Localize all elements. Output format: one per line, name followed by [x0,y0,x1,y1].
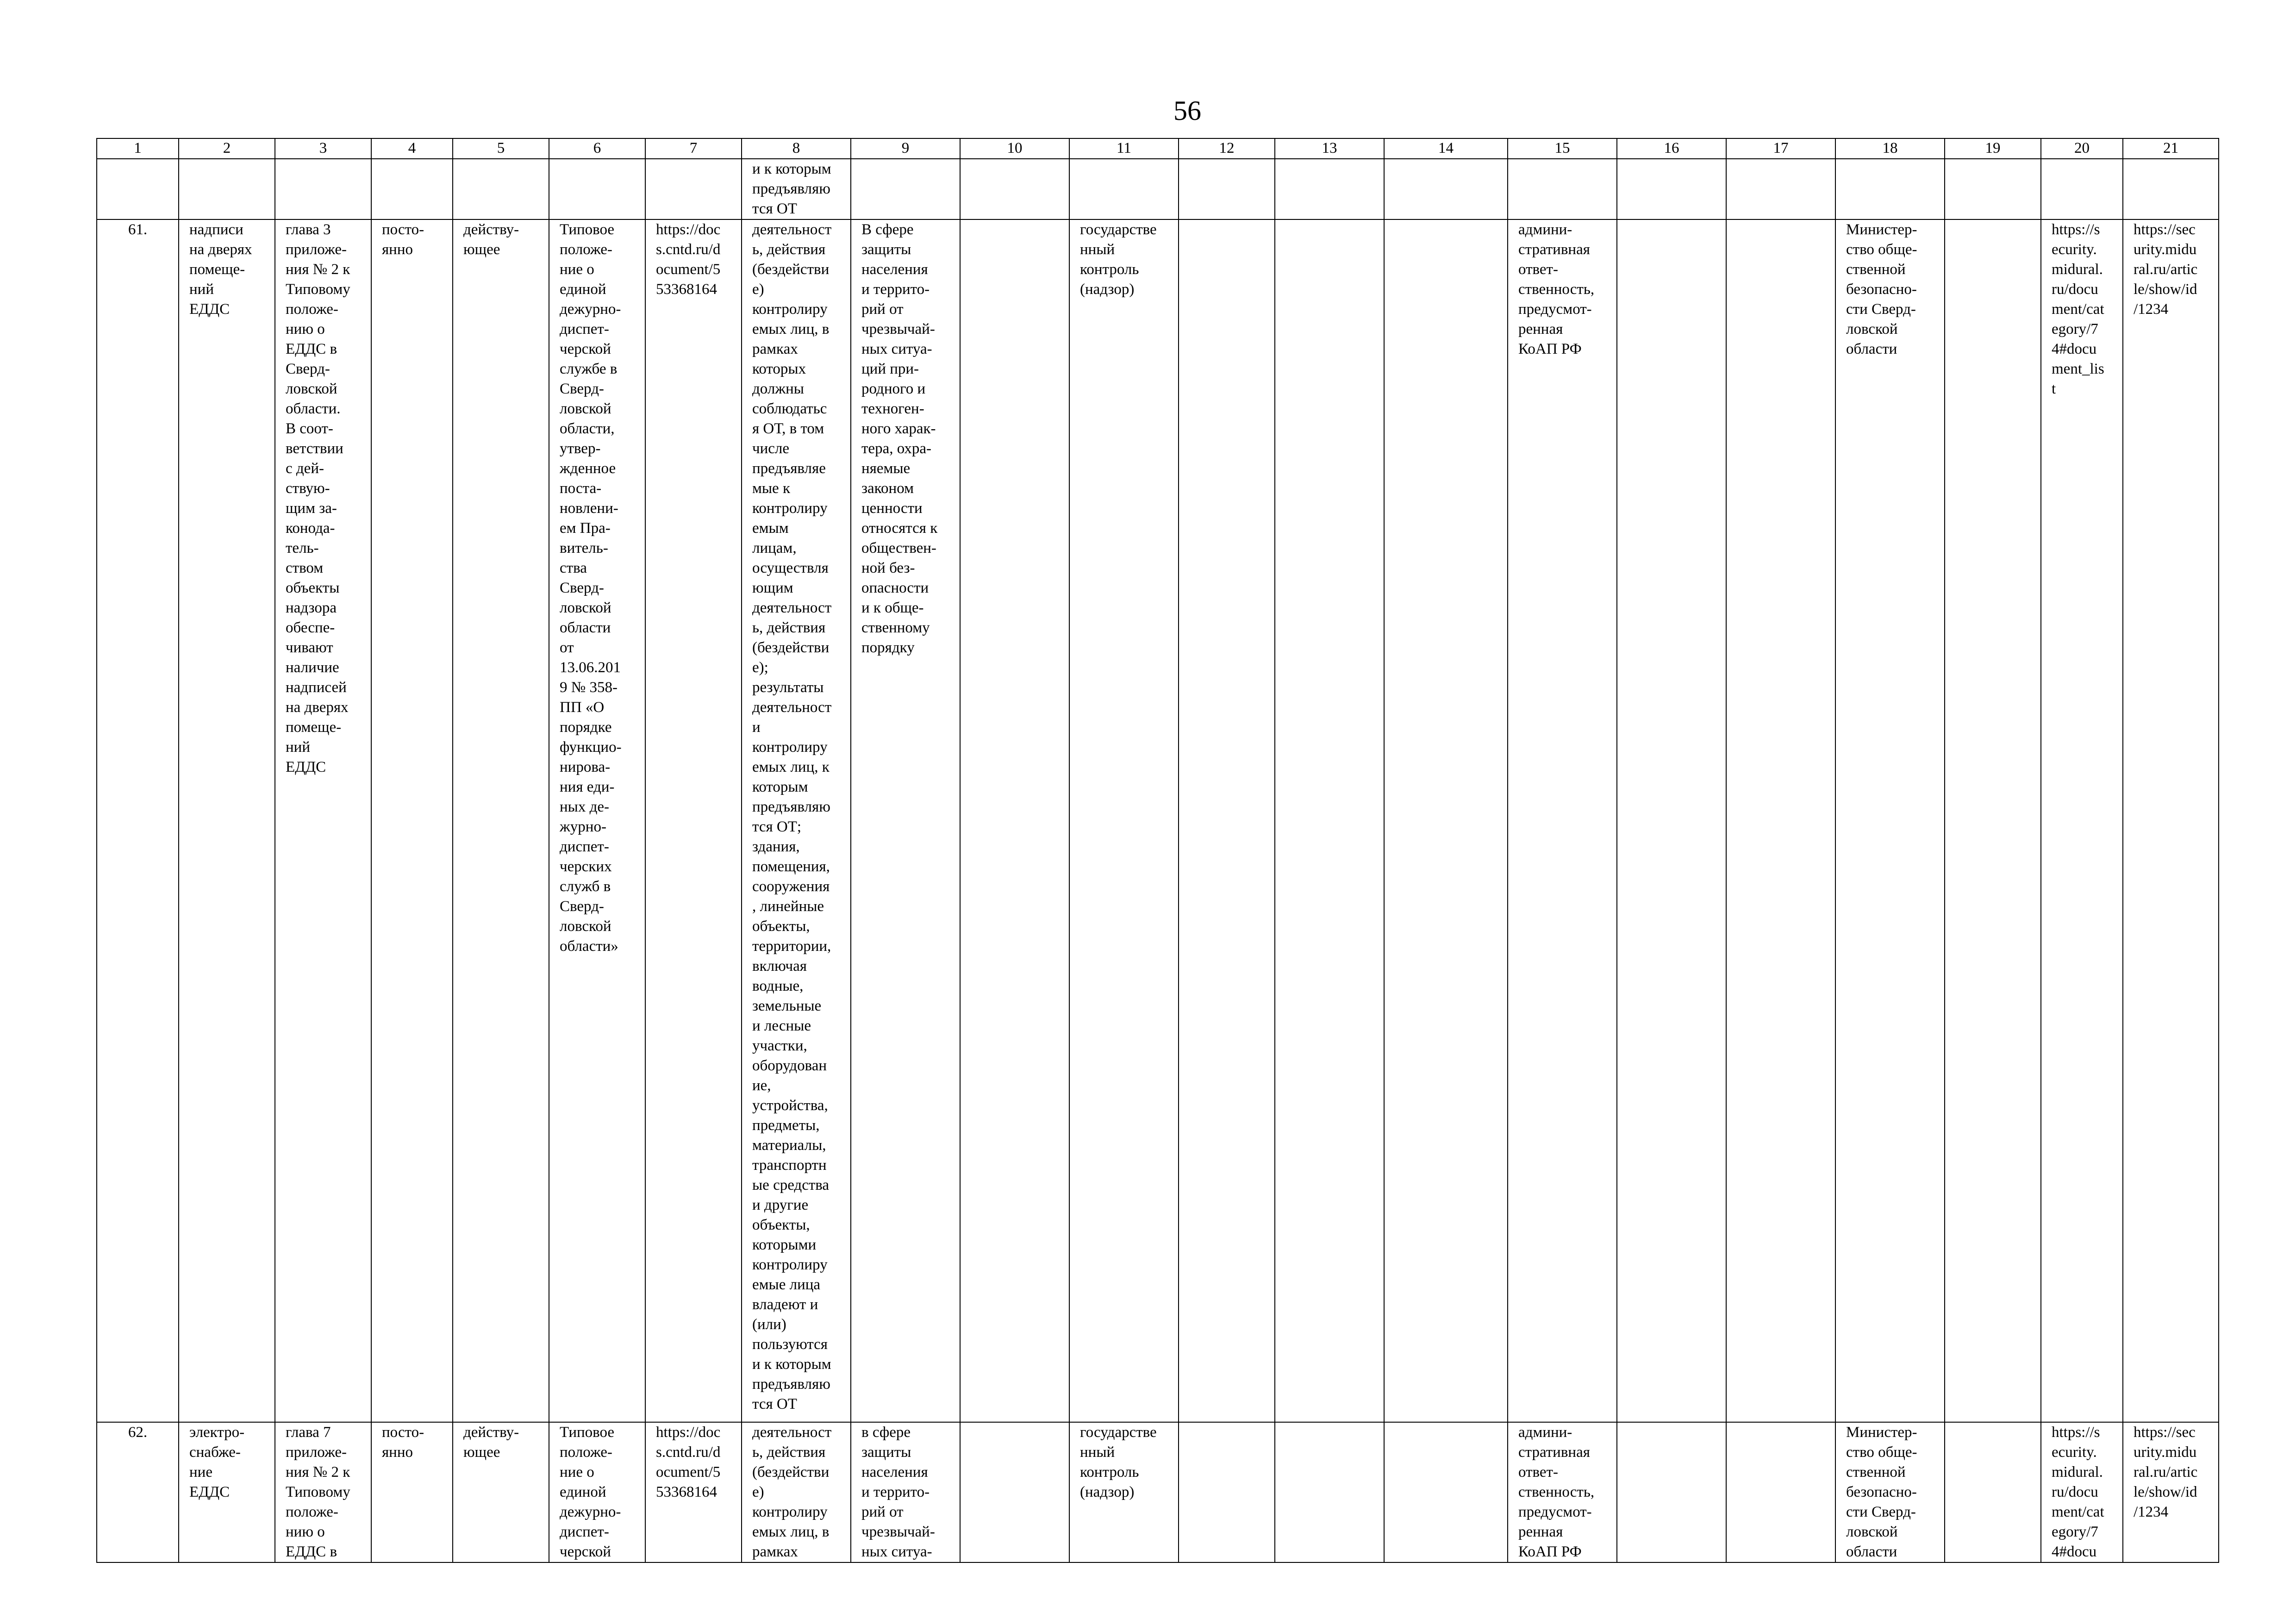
table-cell [1179,219,1275,1422]
column-number: 16 [1617,138,1726,159]
table-row [97,1422,2219,1562]
column-number: 17 [1726,138,1835,159]
table-body [97,138,2219,1562]
table-cell [1726,159,1835,219]
table-cell [1617,159,1726,219]
table-cell: глава 3 приложе- ния № 2 к Типовому положе- нию о ЕДДС в Сверд- ловской области. В соот- ветствии с дей- ствую- щим за- конода- тель- ством объекты надзора обеспе- чивают наличие надписей на дверях помеще- ний ЕДДС [275,219,371,1422]
table-cell: деятельност ь, действия (бездействи е) контролиру емых лиц, в рамках [742,1422,851,1562]
table-cell [1726,1422,1835,1562]
column-number: 11 [1069,138,1179,159]
table-cell [1384,1422,1508,1562]
column-number: 4 [371,138,453,159]
table-cell [179,159,275,219]
table-cell: электро- снабже- ние ЕДДС [179,1422,275,1562]
column-number: 2 [179,138,275,159]
column-number: 14 [1384,138,1508,159]
column-number: 10 [960,138,1069,159]
table-cell [851,159,960,219]
table-cell [1384,219,1508,1422]
table-cell [1726,219,1835,1422]
table-cell [1835,159,1945,219]
column-number: 15 [1508,138,1617,159]
column-number-row [97,138,2219,159]
table-cell: Типовое положе- ние о единой дежурно- диспет- черской службе в Сверд- ловской области, утвер- жденное поста- новлени- ем Пра- витель- ства Сверд- ловской области от 13.06.201 9 № 358- ПП «О порядке функцио- нирова- ния еди- ных де- журно- диспет- черских служб в Сверд- ловской области» [549,219,645,1422]
page-number: 56 [1173,95,1201,126]
table-cell [960,219,1069,1422]
column-number: 1 [97,138,179,159]
table-cell: админи- стративная ответ- ственность, предусмот- ренная КоАП РФ [1508,219,1617,1422]
column-number: 3 [275,138,371,159]
column-number: 18 [1835,138,1945,159]
table-cell: https://s ecurity. midural. ru/docu ment/cat egory/7 4#docu ment_lis t [2041,219,2123,1422]
table-cell [1945,219,2041,1422]
table-cell: https://doc s.cntd.ru/d ocument/5 53368164 [645,1422,742,1562]
row-number-cell [97,159,179,219]
table-cell [960,1422,1069,1562]
table-cell [1945,1422,2041,1562]
table-cell: в сфере защиты населения и террито- рий от чрезвычай- ных ситуа- [851,1422,960,1562]
table-cell [371,159,453,219]
table-cell: https://sec urity.midu ral.ru/artic le/show/id /1234 [2123,1422,2219,1562]
table-cell: надписи на дверях помеще- ний ЕДДС [179,219,275,1422]
table-cell: и к которым предъявляю тся ОТ [742,159,851,219]
column-number: 12 [1179,138,1275,159]
column-number: 7 [645,138,742,159]
table-cell: Министер- ство обще- ственной безопасно- сти Сверд- ловской области [1835,1422,1945,1562]
table-cell [1179,1422,1275,1562]
table-cell: Министер- ство обще- ственной безопасно- сти Сверд- ловской области [1835,219,1945,1422]
table-cell: https://sec urity.midu ral.ru/artic le/show/id /1234 [2123,219,2219,1422]
column-number: 5 [453,138,549,159]
table-cell: https://s ecurity. midural. ru/docu ment/cat egory/7 4#docu [2041,1422,2123,1562]
table-row [97,219,2219,1422]
row-number-cell: 62. [97,1422,179,1562]
table-cell [1275,219,1384,1422]
column-number: 9 [851,138,960,159]
table-cell: посто- янно [371,219,453,1422]
table-cell [1384,159,1508,219]
table-cell [1069,159,1179,219]
table-cell [1945,159,2041,219]
table-cell: глава 7 приложе- ния № 2 к Типовому положе- нию о ЕДДС в [275,1422,371,1562]
column-number: 21 [2123,138,2219,159]
column-number: 6 [549,138,645,159]
table-cell [1179,159,1275,219]
column-number: 19 [1945,138,2041,159]
table-cell: В сфере защиты населения и террито- рий от чрезвычай- ных ситуа- ций при- родного и техноген- ного харак- тера, охра- няемые законом ценности относятся к обществен- ной без- опасности и к обще- ственному порядку [851,219,960,1422]
table-cell: действу- ющее [453,1422,549,1562]
table-cell: действу- ющее [453,219,549,1422]
table-cell: государстве нный контроль (надзор) [1069,1422,1179,1562]
table-cell [1508,159,1617,219]
table-cell: посто- янно [371,1422,453,1562]
table-cell [1275,159,1384,219]
table-cell: деятельност ь, действия (бездействи е) контролиру емых лиц, в рамках которых должны соблюдатьс я ОТ, в том числе предъявляе мые к контролиру емым лицам, осуществля ющим деятельност ь, действия (бездействи е); результаты деятельност и контролиру емых лиц, к которым предъявляю тся ОТ; здания, помещения, сооружения , линейные объекты, территории, включая водные, земельные и лесные участки, оборудован ие, устройства, предметы, материалы, транспортн ые средства и другие объекты, которыми контролиру емые лица владеют и (или) пользуются и к которым предъявляю тся ОТ [742,219,851,1422]
column-number: 13 [1275,138,1384,159]
table-cell [275,159,371,219]
table-cell [1617,219,1726,1422]
table-cell: админи- стративная ответ- ственность, предусмот- ренная КоАП РФ [1508,1422,1617,1562]
register-table [96,138,2219,1563]
table-cell [645,159,742,219]
table-row [97,159,2219,219]
table-cell [1275,1422,1384,1562]
column-number: 8 [742,138,851,159]
table-cell: https://doc s.cntd.ru/d ocument/5 53368164 [645,219,742,1422]
table-cell [2041,159,2123,219]
table-cell: Типовое положе- ние о единой дежурно- диспет- черской [549,1422,645,1562]
table-cell: государстве нный контроль (надзор) [1069,219,1179,1422]
table-cell [2123,159,2219,219]
table-cell [960,159,1069,219]
row-number-cell: 61. [97,219,179,1422]
table-cell [1617,1422,1726,1562]
table-cell [453,159,549,219]
column-number: 20 [2041,138,2123,159]
table-cell [549,159,645,219]
